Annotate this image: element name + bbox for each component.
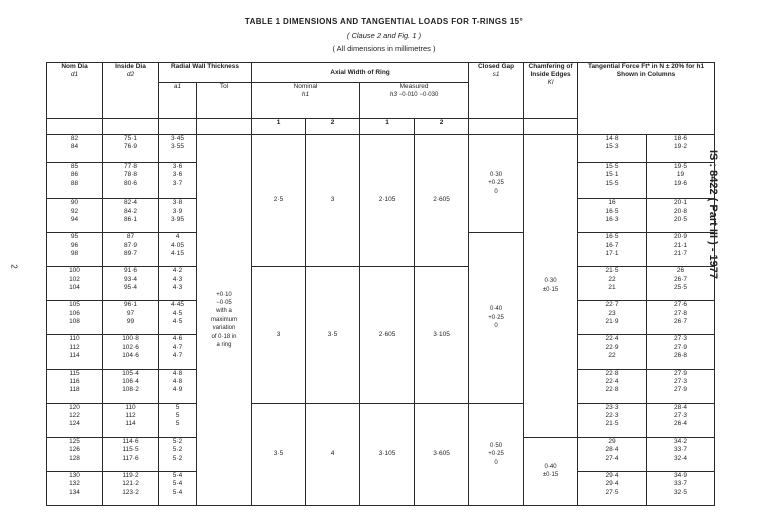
header-inside-dia: Inside Dia d2: [103, 63, 159, 119]
cell-value: 26·8: [674, 352, 688, 360]
cell-value: 19: [676, 171, 685, 179]
closed-gap: 0·50 +0·25 0: [469, 403, 524, 505]
cell-value: 22: [608, 352, 616, 360]
cell-value: 5: [175, 403, 180, 411]
cell-value: 122: [69, 412, 80, 420]
cell-value: 94: [70, 215, 79, 223]
cell-value: 3·6: [172, 171, 183, 179]
cell-value: 21: [608, 284, 616, 292]
cell-value: 114·6: [122, 437, 139, 445]
cell-value: 82·4: [123, 199, 137, 207]
cell-value: 20·8: [674, 207, 688, 215]
cell-value: 118: [69, 386, 80, 394]
cell-value: 3·95: [170, 215, 184, 223]
cell-value: 16: [608, 199, 616, 207]
table-row: [47, 403, 715, 437]
cell-value: 26·7: [674, 275, 688, 283]
header-tangential-force: Tangential Force Ft* in N ± 20% for h1 Shown in Columns: [578, 63, 715, 135]
cell-value: 5·4: [172, 488, 183, 496]
cell-value: 119·2: [122, 471, 139, 479]
closed-gap: 0·40 +0·25 0: [469, 233, 524, 403]
cell-value: 96: [70, 241, 79, 249]
header-measured-col1: 1: [360, 119, 415, 135]
cell-value: 87·9: [123, 241, 137, 249]
cell-value: 4·7: [172, 352, 183, 360]
header-nominal-col1: 1: [252, 119, 306, 135]
cell-value: 4·5: [172, 309, 183, 317]
cell-value: 4·5: [172, 318, 183, 326]
cell-value: 121·2: [122, 480, 139, 488]
cell-value: 120: [69, 403, 80, 411]
cell-value: 4·9: [172, 386, 183, 394]
cell-value: 5·4: [172, 471, 183, 479]
cell-value: 99: [126, 318, 135, 326]
cell-value: 115·5: [122, 446, 139, 454]
cell-value: 86·1: [123, 215, 137, 223]
cell-value: 96·1: [123, 301, 137, 309]
cell-value: 32·4: [674, 454, 688, 462]
cell-value: 15·5: [605, 163, 619, 171]
cell-value: 108·2: [122, 386, 139, 394]
cell-value: 134: [69, 488, 80, 496]
header-nominal: Nominal h1: [252, 83, 360, 119]
cell-value: 3·45: [170, 135, 184, 142]
cell-value: 84·2: [123, 207, 137, 215]
axial-width-n1: 2·5: [252, 135, 306, 267]
cell-value: 27·4: [605, 454, 619, 462]
cell-value: 91·6: [123, 267, 137, 275]
cell-value: 34·9: [674, 471, 688, 479]
cell-value: 27·6: [674, 301, 688, 309]
cell-value: 3·7: [172, 179, 183, 187]
cell-value: 21·1: [674, 241, 688, 249]
cell-value: 27·3: [674, 335, 688, 343]
clause-reference: ( Clause 2 and Fig. 1 ): [346, 31, 422, 40]
cell-value: 19·5: [674, 163, 688, 171]
cell-value: 27·9: [674, 343, 688, 351]
cell-value: 14·8: [605, 135, 619, 142]
header-radial-wall: Radial Wall Thickness: [159, 63, 252, 83]
cell-value: 97: [126, 309, 135, 317]
cell-value: 93·4: [123, 275, 137, 283]
closed-gap: 0·30 +0·25 0: [469, 135, 524, 233]
cell-value: 20·5: [674, 215, 688, 223]
table-title: TABLE 1 DIMENSIONS AND TANGENTIAL LOADS FOR T-RINGS 15°: [244, 17, 524, 26]
cell-value: 110: [125, 403, 136, 411]
cell-value: 78·8: [123, 171, 137, 179]
cell-value: 4·6: [172, 335, 183, 343]
cell-value: 85: [70, 163, 79, 171]
cell-value: 100·8: [122, 335, 139, 343]
cell-value: 16·3: [605, 215, 619, 223]
header-closed-gap: Closed Gap s1: [469, 63, 524, 119]
cell-value: 100: [69, 267, 80, 275]
table-body: [47, 135, 715, 506]
cell-value: 132: [69, 480, 80, 488]
cell-value: 92: [70, 207, 79, 215]
cell-value: 4·7: [172, 343, 183, 351]
axial-width-n2: 4: [306, 403, 360, 505]
cell-value: 28·4: [605, 446, 619, 454]
cell-value: 89·7: [123, 250, 137, 258]
chamfer: 0·30 ±0·15: [524, 135, 578, 438]
header-a1: a1: [159, 83, 197, 119]
cell-value: 90: [70, 199, 79, 207]
cell-value: 104: [69, 284, 80, 292]
axial-width-n2: 3: [306, 135, 360, 267]
cell-value: 110: [69, 335, 80, 343]
cell-value: 87: [126, 233, 135, 241]
cell-value: 27·8: [674, 309, 688, 317]
cell-value: 76·9: [123, 143, 137, 151]
cell-value: 22·3: [605, 412, 619, 420]
cell-value: 27·9: [674, 386, 688, 394]
cell-value: 29·4: [605, 471, 619, 479]
table-row: [47, 267, 715, 301]
axial-width-n2: 3·5: [306, 267, 360, 403]
cell-value: 95: [70, 233, 79, 241]
cell-value: 5·2: [172, 446, 183, 454]
cell-value: 126: [69, 446, 80, 454]
chamfer: 0·40 ±0·15: [524, 437, 578, 505]
cell-value: 27·3: [674, 377, 688, 385]
cell-value: 17·1: [605, 250, 619, 258]
cell-value: 22·4: [605, 335, 619, 343]
cell-value: 33·7: [674, 446, 688, 454]
cell-value: 108: [69, 318, 80, 326]
axial-width-m1: 3·105: [360, 403, 415, 505]
dimensions-table: [46, 62, 715, 506]
header-measured-col2: 2: [415, 119, 469, 135]
header-axial-width: Axial Width of Ring: [252, 63, 469, 83]
cell-value: 112: [69, 343, 80, 351]
cell-value: 102·6: [122, 343, 139, 351]
cell-value: 5: [175, 420, 180, 428]
cell-value: 22·7: [605, 301, 619, 309]
header-nom-dia: Nom Dia d1: [47, 63, 103, 119]
cell-value: 16·5: [605, 207, 619, 215]
cell-value: 19·6: [674, 179, 688, 187]
cell-value: 22·9: [605, 343, 619, 351]
cell-value: 88: [70, 179, 79, 187]
header-tol: Tol: [197, 83, 252, 119]
cell-value: 21·5: [605, 267, 619, 275]
cell-value: 15·3: [605, 143, 619, 151]
cell-value: 22·4: [605, 377, 619, 385]
cell-value: 22: [608, 275, 616, 283]
cell-value: 80·6: [123, 179, 137, 187]
cell-value: 104·6: [122, 352, 139, 360]
cell-value: 115: [69, 369, 80, 377]
cell-value: 77·8: [123, 163, 137, 171]
cell-value: 4·15: [170, 250, 184, 258]
cell-value: 86: [70, 171, 79, 179]
cell-value: 116: [69, 377, 80, 385]
cell-value: 19·2: [674, 143, 688, 151]
cell-value: 3·9: [172, 207, 183, 215]
cell-value: 123·2: [122, 488, 139, 496]
cell-value: 82: [70, 135, 79, 142]
tolerance-note: +0·10 −0·05 with a maximum variation of 0·18 in a ring: [197, 135, 252, 506]
cell-value: 128: [69, 454, 80, 462]
axial-width-m1: 2·105: [360, 135, 415, 267]
axial-width-m1: 2·605: [360, 267, 415, 403]
cell-value: 21·9: [605, 318, 619, 326]
cell-value: 3·6: [172, 163, 183, 171]
cell-value: 4·2: [172, 267, 183, 275]
cell-value: 4·3: [172, 284, 183, 292]
cell-value: 15·5: [605, 179, 619, 187]
cell-value: 16·7: [605, 241, 619, 249]
cell-value: 130: [69, 471, 80, 479]
cell-value: 105: [69, 301, 80, 309]
page-number: 2: [9, 264, 19, 269]
cell-value: 106: [69, 309, 80, 317]
cell-value: 21·5: [605, 420, 619, 428]
cell-value: 102: [69, 275, 80, 283]
header-measured: Measured h3 −0·010 −0·030: [360, 83, 469, 119]
cell-value: 4·45: [170, 301, 184, 309]
header-nominal-col2: 2: [306, 119, 360, 135]
cell-value: 29·4: [605, 480, 619, 488]
cell-value: 4·3: [172, 275, 183, 283]
cell-value: 26·4: [674, 420, 688, 428]
cell-value: 3·8: [172, 199, 183, 207]
cell-value: 22·8: [605, 369, 619, 377]
cell-value: 5·2: [172, 437, 183, 445]
cell-value: 5: [175, 412, 180, 420]
cell-value: 4·8: [172, 369, 183, 377]
cell-value: 26: [676, 267, 685, 275]
cell-value: 27·9: [674, 369, 688, 377]
cell-value: 4·8: [172, 377, 183, 385]
cell-value: 25·5: [674, 284, 688, 292]
cell-value: 106·4: [122, 377, 139, 385]
cell-value: 124: [69, 420, 80, 428]
axial-width-n1: 3·5: [252, 403, 306, 505]
cell-value: 4·05: [170, 241, 184, 249]
header-chamfer: Chamfering of Inside Edges Kl: [524, 63, 578, 119]
standard-code: IS : 8422 ( Part III ) - 1977: [707, 150, 719, 280]
units-note: ( All dimensions in millimetres ): [332, 44, 436, 53]
cell-value: 16·5: [605, 233, 619, 241]
cell-value: 4: [175, 233, 180, 241]
cell-value: 22·8: [605, 386, 619, 394]
cell-value: 18·6: [674, 135, 688, 142]
cell-value: 26·7: [674, 318, 688, 326]
cell-value: 84: [70, 143, 79, 151]
cell-value: 20·9: [674, 233, 688, 241]
cell-value: 98: [70, 250, 79, 258]
cell-value: 5·2: [172, 454, 183, 462]
cell-value: 20·1: [674, 199, 688, 207]
cell-value: 114: [125, 420, 136, 428]
cell-value: 27·5: [605, 488, 619, 496]
cell-value: 105·4: [122, 369, 139, 377]
cell-value: 112: [125, 412, 136, 420]
cell-value: 21·7: [674, 250, 688, 258]
axial-width-m2: 3·605: [415, 403, 469, 505]
cell-value: 27·3: [674, 412, 688, 420]
cell-value: 23: [608, 309, 616, 317]
axial-width-n1: 3: [252, 267, 306, 403]
axial-width-m2: 3·105: [415, 267, 469, 403]
cell-value: 75·1: [123, 135, 137, 142]
cell-value: 32·5: [674, 488, 688, 496]
cell-value: 28·4: [674, 403, 688, 411]
axial-width-m2: 2·605: [415, 135, 469, 267]
cell-value: 15·1: [605, 171, 619, 179]
cell-value: 33·7: [674, 480, 688, 488]
cell-value: 125: [69, 437, 80, 445]
cell-value: 23·3: [605, 403, 619, 411]
cell-value: 117·6: [122, 454, 139, 462]
cell-value: 29: [608, 437, 616, 445]
cell-value: 95·4: [123, 284, 137, 292]
cell-value: 3·55: [170, 143, 184, 151]
cell-value: 34·2: [674, 437, 688, 445]
cell-value: 114: [69, 352, 80, 360]
cell-value: 5·4: [172, 480, 183, 488]
table-row: [47, 135, 715, 163]
